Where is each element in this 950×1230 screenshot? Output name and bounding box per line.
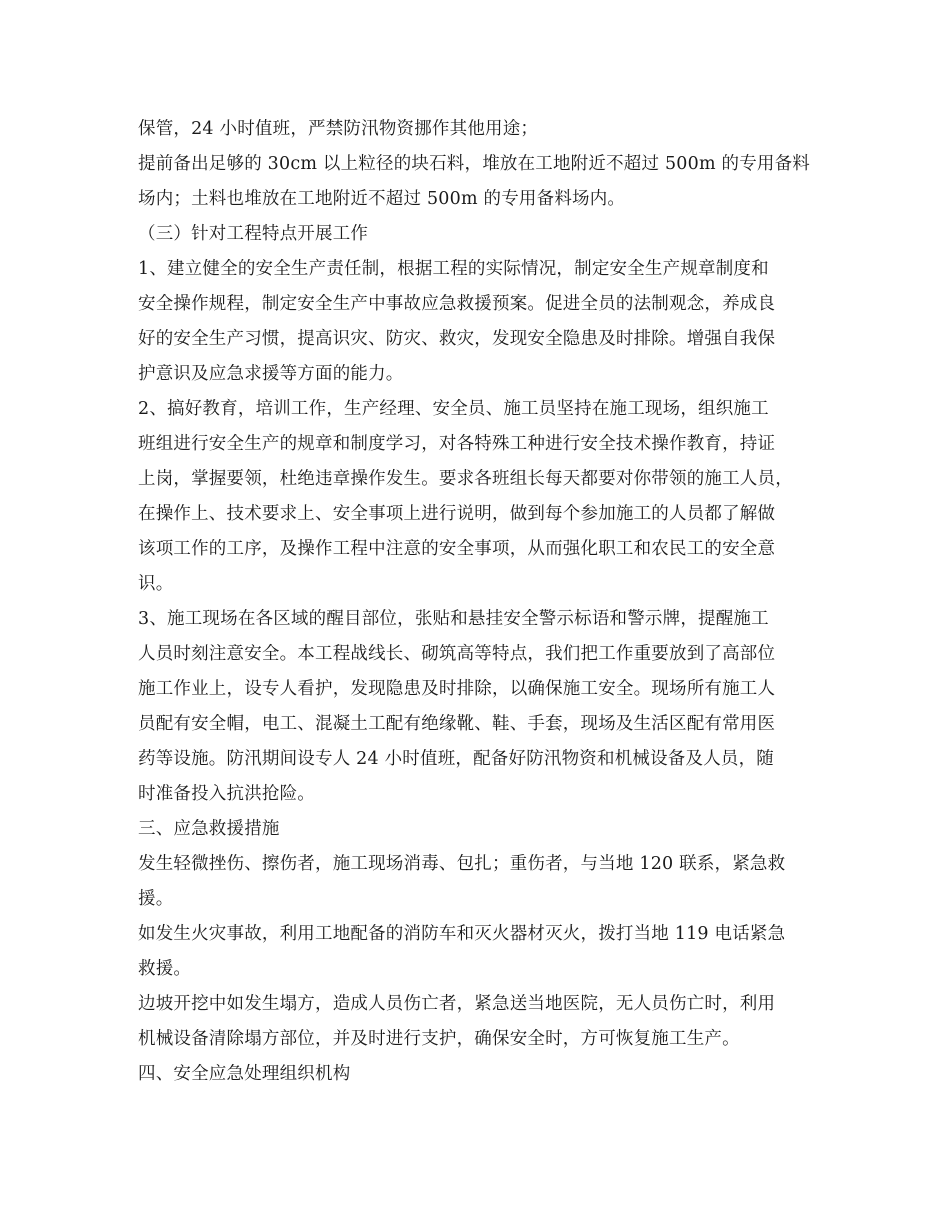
text-line: 场内；土料也堆放在工地附近不超过 500m 的专用备料场内。	[138, 189, 626, 209]
text-line: 识。	[138, 574, 174, 594]
text-line: 提前备出足够的 30cm 以上粒径的块石料，堆放在工地附近不超过 500m 的专用备料	[138, 154, 811, 174]
text-line: 救援。	[138, 959, 192, 979]
text-line: 1、建立健全的安全生产责任制，根据工程的实际情况，制定安全生产规章制度和	[138, 259, 769, 279]
text-line: 3、施工现场在各区域的醒目部位，张贴和悬挂安全警示标语和警示牌，提醒施工	[138, 609, 769, 629]
text-line: 药等设施。防汛期间设专人 24 小时值班，配备好防汛物资和机械设备及人员，随	[138, 749, 774, 769]
section-heading: 三、应急救援措施	[138, 819, 280, 839]
text-line: 护意识及应急求援等方面的能力。	[138, 364, 404, 384]
text-line: 施工作业上，设专人看护，发现隐患及时排除，以确保施工安全。现场所有施工人	[138, 679, 776, 699]
text-line: 发生轻微挫伤、擦伤者，施工现场消毒、包扎；重伤者，与当地 120 联系，紧急救	[138, 854, 786, 874]
section-heading: （三）针对工程特点开展工作	[138, 224, 369, 244]
text-line: 援。	[138, 889, 174, 909]
text-line: 机械设备清除塌方部位，并及时进行支护，确保安全时，方可恢复施工生产。	[138, 1029, 740, 1049]
text-line: 班组进行安全生产的规章和制度学习，对各特殊工种进行安全技术操作教育，持证	[138, 434, 776, 454]
text-line: 保管，24 小时值班，严禁防汛物资挪作其他用途；	[138, 119, 539, 139]
text-line: 人员时刻注意安全。本工程战线长、砌筑高等特点，我们把工作重要放到了高部位	[138, 644, 776, 664]
text-line: 好的安全生产习惯，提高识灾、防灾、救灾，发现安全隐患及时排除。增强自我保	[138, 329, 776, 349]
text-line: 在操作上、技术要求上、安全事项上进行说明，做到每个参加施工的人员都了解做	[138, 504, 776, 524]
section-heading: 四、安全应急处理组织机构	[138, 1064, 351, 1084]
text-line: 2、搞好教育，培训工作，生产经理、安全员、施工员坚持在施工现场，组织施工	[138, 399, 769, 419]
text-line: 员配有安全帽，电工、混凝土工配有绝缘靴、鞋、手套，现场及生活区配有常用医	[138, 714, 776, 734]
document-body	[138, 112, 818, 1092]
text-line: 上岗，掌握要领，杜绝违章操作发生。要求各班组长每天都要对你带领的施工人员，	[138, 469, 793, 489]
text-line: 如发生火灾事故，利用工地配备的消防车和灭火器材灭火，拨打当地 119 电话紧急	[138, 924, 786, 944]
text-line: 该项工作的工序，及操作工程中注意的安全事项，从而强化职工和农民工的安全意	[138, 539, 776, 559]
text-line: 安全操作规程，制定安全生产中事故应急救援预案。促进全员的法制观念，养成良	[138, 294, 776, 314]
text-line: 边坡开挖中如发生塌方，造成人员伤亡者，紧急送当地医院，无人员伤亡时，利用	[138, 994, 776, 1014]
text-line: 时准备投入抗洪抢险。	[138, 784, 315, 804]
